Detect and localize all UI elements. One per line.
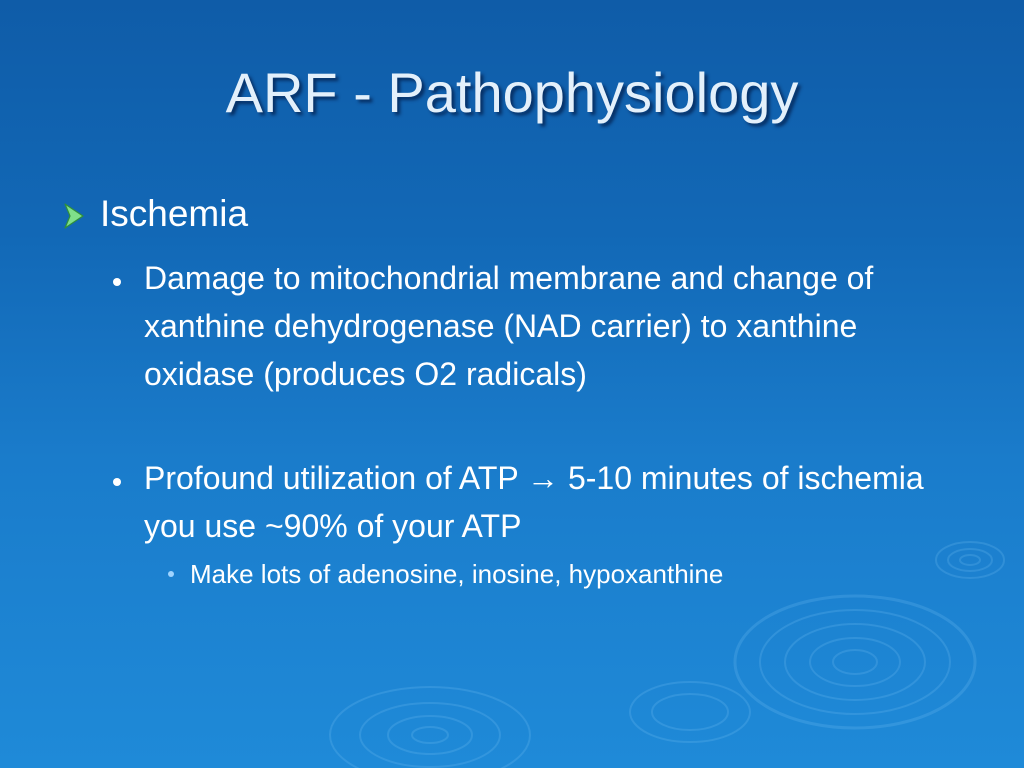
bullet-text: Make lots of adenosine, inosine, hypoxanthine: [190, 559, 724, 589]
round-bullet-icon: [113, 478, 121, 486]
small-dot-icon: [168, 571, 174, 577]
bullet-text: Profound utilization of ATP → 5-10 minutes of ischemia you use ~90% of your ATP: [144, 460, 924, 544]
bullet-text: Ischemia: [100, 193, 249, 234]
bullet-level3: [168, 556, 723, 592]
bullet-level1: [62, 192, 248, 236]
round-bullet-icon: [113, 278, 121, 286]
slide-title: ARF - Pathophysiology: [225, 61, 799, 124]
bullet-text: Damage to mitochondrial membrane and change of xanthine dehydrogenase (NAD carrier) to xanthine oxidase (produces O2 radicals): [144, 260, 874, 392]
arrow-right-icon: [62, 201, 86, 231]
bullet-level2: [113, 254, 973, 398]
bullet-level2: [113, 454, 973, 550]
